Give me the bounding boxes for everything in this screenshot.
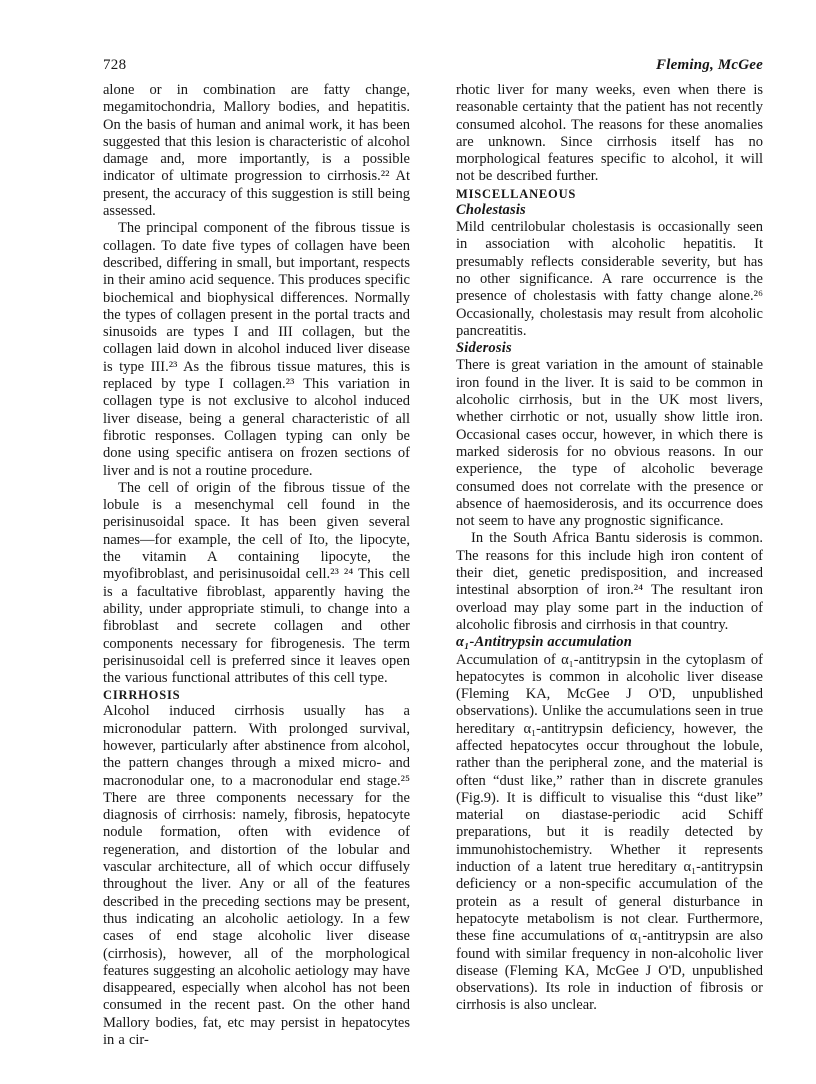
paragraph: The principal component of the fibrous tissue is collagen. To date five types of collagen have been described, differing in small, but important, respects in their amino acid sequence. This produces specific biochemical and biophysical differences. Normally the types of collagen present in the portal tracts and sinusoids are types I and III collagen, but the collagen laid down in alcohol induced liver disease is type III.²³ As the fibrous tissue matures, this is replaced by type I collagen.²³ This variation in collagen type is not exclusive to alcohol induced liver disease, being a general characteristic of all fibrotic responses. Collagen typing can only be done using specific antisera on frozen sections of liver and is not a routine procedure. — [103, 220, 410, 479]
left-column — [103, 82, 410, 1049]
running-head: Fleming, McGee — [656, 57, 763, 73]
page-number: 728 — [103, 57, 127, 73]
paragraph: Alcohol induced cirrhosis usually has a micronodular pattern. With prolonged survival, however, particularly after abstinence from alcohol, the pattern changes through a mixed micro- and macronodular one, to a macronodular end stage.²⁵ There are three components necessary for the diagnosis of cirrhosis: namely, fibrosis, hepatocyte nodule formation, often with evidence of regeneration, and distortion of the lobular and vascular architecture, all of which occur diffusely throughout the liver. Any or all of the features described in the preceding sections may be present, thus indicating an alcoholic aetiology. In a few cases of end stage alcoholic liver disease (cirrhosis), however, all of the morphological features suggesting an alcoholic aetiology may have disappeared, especially when alcohol has not been consumed in the recent past. On the other hand Mallory bodies, fat, etc may persist in hepatocytes in a cir- — [103, 703, 410, 1049]
text-columns — [103, 82, 763, 1049]
paragraph: There is great variation in the amount of stainable iron found in the liver. It is said to be common in alcoholic cirrhosis, but in the UK most livers, whether cirrhotic or not, usually show little iron. Occasional cases occur, however, in which there is marked siderosis for no obvious reasons. In our experience, the type of alcoholic beverage consumed does not correlate with the presence or absence of haemosiderosis, and its occurrence does not seem to have any prognostic significance. — [456, 357, 763, 530]
paragraph: Mild centrilobular cholestasis is occasionally seen in association with alcoholic hepatitis. It presumably reflects considerable severity, but has no other significance. A rare occurrence is the presence of cholestasis with fatty change alone.²⁶ Occasionally, cholestasis may result from alcoholic pancreatitis. — [456, 219, 763, 339]
page-header — [103, 56, 763, 74]
paragraph: The cell of origin of the fibrous tissue of the lobule is a mesenchymal cell found in the perisinusoidal space. It has been given several names—for example, the cell of Ito, the lipocyte, the vitamin A containing lipocyte, the myofibroblast, and perisinusoidal cell.²³ ²⁴ This cell is a facultative fibroblast, apparently having the ability, under appropriate stimuli, to change into a fibroblast and secrete collagen and other components necessary for fibrogenesis. The term perisinusoidal cell is preferred since it leaves open the various functional attributes of this cell type. — [103, 479, 410, 687]
paragraph: In the South Africa Bantu siderosis is common. The reasons for this include high iron content of their diet, genetic predisposition, and increased intestinal absorption of iron.²⁴ The resultant iron overload may play some part in the induction of alcoholic fibrosis and cirrhosis in that country. — [456, 530, 763, 633]
paragraph: alone or in combination are fatty change, megamitochondria, Mallory bodies, and hepatitis. On the basis of human and animal work, it has been suggested that this lesion is characteristic of alcohol damage and, more importantly, is a possible indicator of ultimate progression to cirrhosis.²² At present, the accuracy of this suggestion is still being assessed. — [103, 82, 410, 220]
section-heading: MISCELLANEOUS — [456, 186, 577, 201]
sub-heading: Cholestasis — [456, 201, 526, 218]
sub-heading: α₁-Antitrypsin accumulation — [456, 634, 632, 651]
sub-heading: Siderosis — [456, 340, 512, 357]
paragraph: Accumulation of α₁-antitrypsin in the cytoplasm of hepatocytes is common in alcoholic liver disease (Fleming KA, McGee J O'D, unpublished observations). Unlike the accumulations seen in true hereditary α₁-antitrypsin deficiency, however, the affected hepatocytes occur throughout the lobule, rather than the peripheral zone, and the material is often “dust like,” rather than in discrete granules (Fig.9). It is difficult to visualise this “dust like” material on diastase-periodic acid Schiff preparations, but it is readily detected by immunohistochemistry. Whether it represents induction of a latent true hereditary α₁-antitrypsin deficiency or a non-specific accumulation of the protein as a result of general disturbance in hepatocyte metabolism is not clear. Furthermore, these fine accumulations of α₁-antitrypsin are also found with similar frequency in non-alcoholic liver disease (Fleming KA, McGee J O'D, unpublished observations). Its role in induction of fibrosis or cirrhosis is also unclear. — [456, 651, 764, 1014]
paragraph: rhotic liver for many weeks, even when there is reasonable certainty that the patient has not recently consumed alcohol. The reasons for these anomalies are unknown. Since cirrhosis itself has no morphological features specific to alcohol, it will not be described further. — [456, 82, 763, 185]
section-heading: CIRRHOSIS — [103, 688, 181, 703]
right-column — [456, 82, 763, 1049]
